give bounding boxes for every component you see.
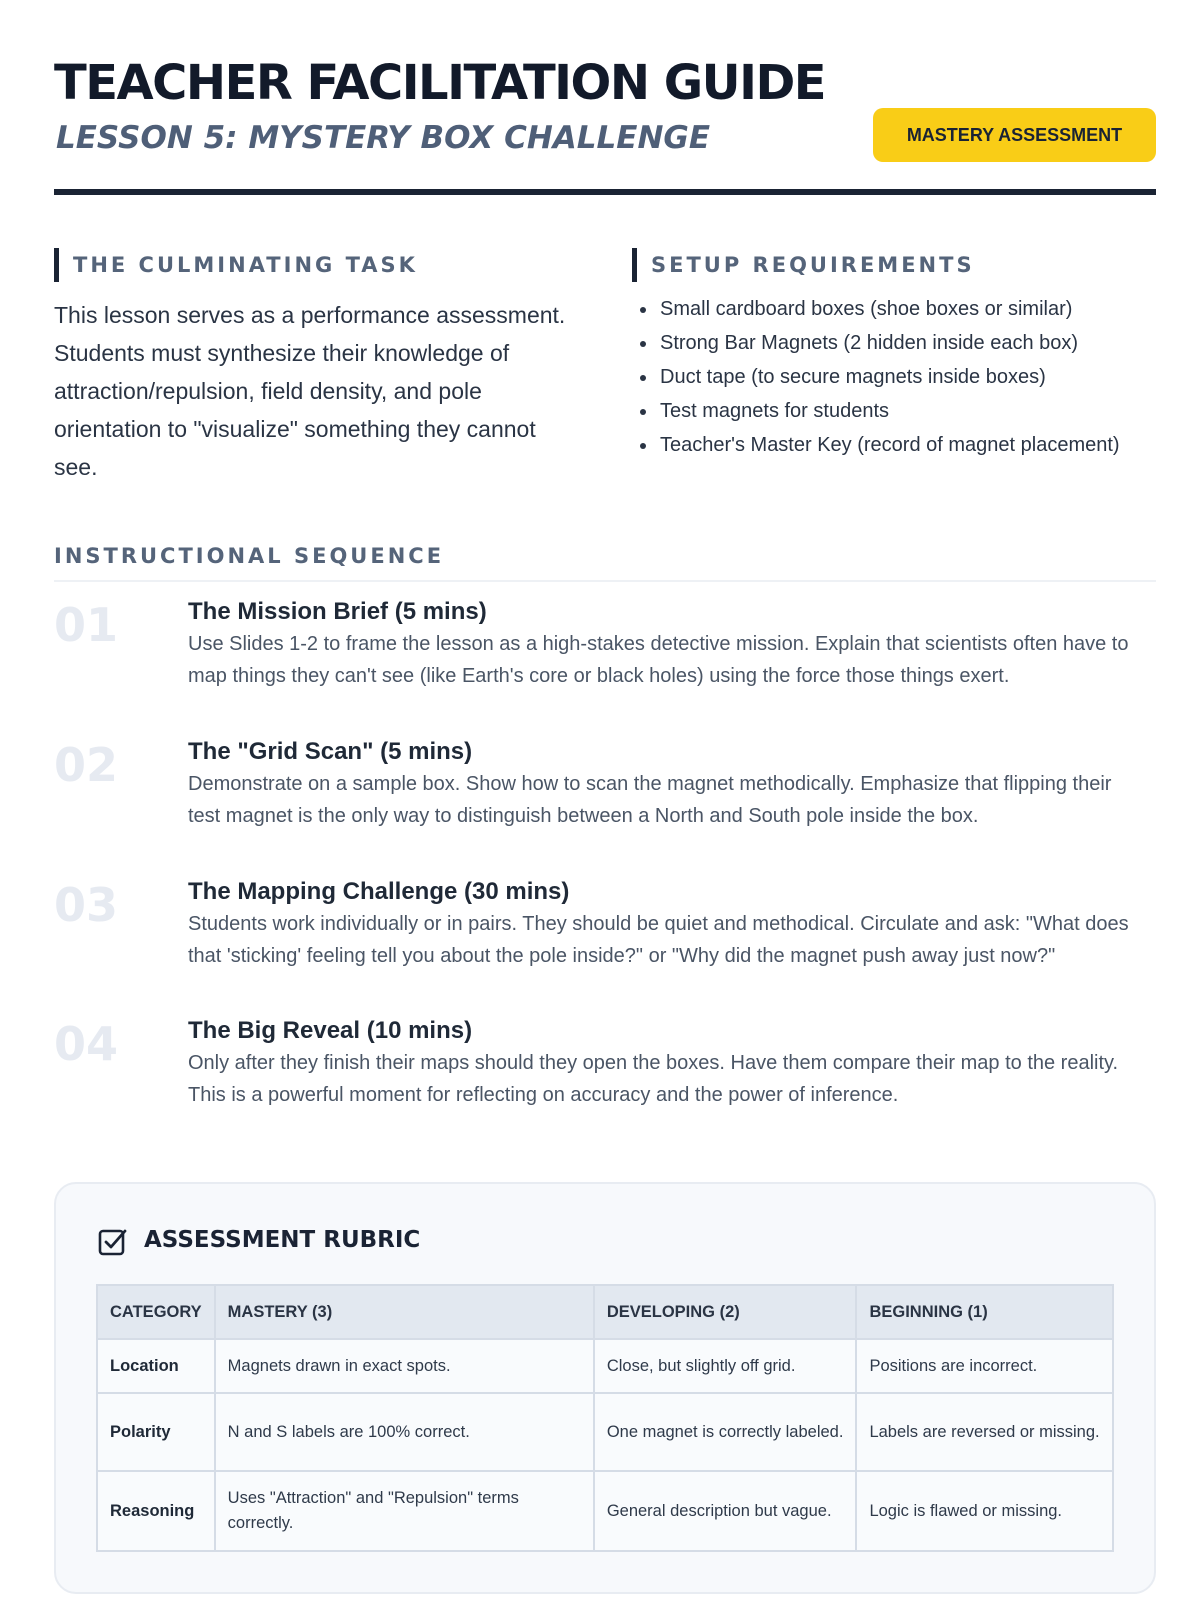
step-number: 04 xyxy=(54,1017,119,1071)
step-number: 03 xyxy=(54,878,119,932)
sequence-step-2 xyxy=(54,736,1156,846)
step-title: The Mission Brief (5 mins) xyxy=(188,598,487,625)
step-description: Only after they finish their maps should they open the boxes. Have them compare their map to the reality. This is a powerful moment for reflecting on accuracy and the power of inference. xyxy=(188,1052,1119,1106)
beginning-cell: Labels are reversed or missing. xyxy=(856,1393,1113,1471)
beginning-cell: Positions are incorrect. xyxy=(856,1339,1113,1393)
beginning-cell: Logic is flawed or missing. xyxy=(856,1471,1113,1551)
rubric-title: ASSESSMENT RUBRIC xyxy=(144,1227,421,1253)
list-item: Strong Bar Magnets (2 hidden inside each box) xyxy=(632,326,1156,360)
step-description: Demonstrate on a sample box. Show how to scan the magnet methodically. Emphasize that flipping their test magnet is the only way to distinguish between a North and South pole inside the box. xyxy=(188,773,1112,827)
table-row xyxy=(97,1471,1113,1551)
column-header-mastery: MASTERY (3) xyxy=(215,1285,594,1339)
rubric-table xyxy=(96,1284,1114,1552)
column-header-category: CATEGORY xyxy=(97,1285,215,1339)
list-item: Small cardboard boxes (shoe boxes or similar) xyxy=(632,292,1156,326)
facilitation-guide-page xyxy=(54,0,1156,1600)
step-title: The "Grid Scan" (5 mins) xyxy=(188,738,473,765)
lesson-subtitle: LESSON 5: MYSTERY BOX CHALLENGE xyxy=(56,120,711,156)
assessment-rubric-card xyxy=(54,1182,1156,1594)
setup-requirements-list xyxy=(632,292,1156,462)
list-item: Teacher's Master Key (record of magnet placement) xyxy=(632,428,1156,462)
step-description: Students work individually or in pairs. They should be quiet and methodical. Circulate and ask: "What does that 'sticking' feeling tell you about the pole inside?" or "Why did the magnet push away just now?" xyxy=(188,913,1129,967)
table-row xyxy=(97,1393,1113,1471)
mastery-assessment-badge: MASTERY ASSESSMENT xyxy=(873,108,1156,162)
developing-cell: Close, but slightly off grid. xyxy=(594,1339,857,1393)
step-number: 02 xyxy=(54,738,119,792)
checkbox-icon xyxy=(98,1226,128,1256)
column-header-developing: DEVELOPING (2) xyxy=(594,1285,857,1339)
mastery-cell: Uses "Attraction" and "Repulsion" terms correctly. xyxy=(215,1471,594,1551)
culminating-task-heading: THE CULMINATING TASK xyxy=(54,248,418,282)
category-cell: Location xyxy=(97,1339,215,1393)
setup-requirements-heading: SETUP REQUIREMENTS xyxy=(632,248,975,282)
section-divider xyxy=(54,580,1156,582)
sequence-step-1 xyxy=(54,596,1156,706)
developing-cell: One magnet is correctly labeled. xyxy=(594,1393,857,1471)
category-cell: Reasoning xyxy=(97,1471,215,1551)
step-number: 01 xyxy=(54,598,119,652)
column-header-beginning: BEGINNING (1) xyxy=(856,1285,1113,1339)
list-item: Duct tape (to secure magnets inside boxes) xyxy=(632,360,1156,394)
sequence-step-4 xyxy=(54,1015,1156,1125)
category-cell: Polarity xyxy=(97,1393,215,1471)
page-title: TEACHER FACILITATION GUIDE xyxy=(54,55,826,111)
step-title: The Mapping Challenge (30 mins) xyxy=(188,878,570,905)
table-header-row xyxy=(97,1285,1113,1339)
culminating-task-text: This lesson serves as a performance assessment. Students must synthesize their knowledge of attraction/repulsion, field density, and pole orientation to "visualize" something they cannot see. xyxy=(54,302,566,480)
step-description: Use Slides 1-2 to frame the lesson as a high-stakes detective mission. Explain that scientists often have to map things they can't see (like Earth's core or black holes) using the force those things exert. xyxy=(188,633,1129,687)
developing-cell: General description but vague. xyxy=(594,1471,857,1551)
step-title: The Big Reveal (10 mins) xyxy=(188,1017,473,1044)
sequence-step-3 xyxy=(54,876,1156,986)
table-row xyxy=(97,1339,1113,1393)
mastery-cell: N and S labels are 100% correct. xyxy=(215,1393,594,1471)
list-item: Test magnets for students xyxy=(632,394,1156,428)
page-header xyxy=(54,52,1156,195)
mastery-cell: Magnets drawn in exact spots. xyxy=(215,1339,594,1393)
instructional-sequence-heading: INSTRUCTIONAL SEQUENCE xyxy=(54,544,445,568)
